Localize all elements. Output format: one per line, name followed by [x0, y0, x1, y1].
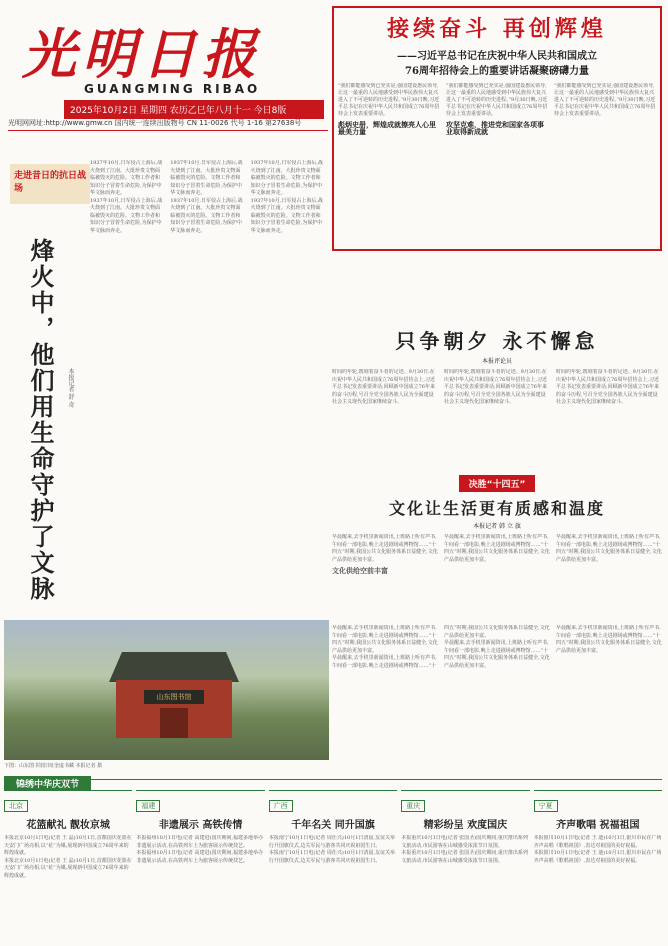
culture-para: 早晨醒来,去手机里新闻资讯,上班路上听有声书,午间看一部电影,晚上走进剧场或博物馆……“十四五”时期,我国公共文化服务体系日益健全,文化产品供给更加丰富。 [332, 534, 438, 563]
feature-headline[interactable]: 烽火中，他们用生命守护了文脉 [26, 238, 55, 602]
region-body: 本报重庆10月1日电(记者 张国圣)国庆期间,重庆推出系列文旅活动,市民游客在山城感受浓浓节日氛围。 [401, 850, 528, 864]
feature-body [90, 160, 325, 616]
region-tag: 北京 [4, 800, 28, 812]
region-body: 本报南宁10月1日电(记者 周仕兴)10月1日清晨,友谊关举行升国旗仪式,边关军民与游客共同庆祝祖国生日。 [268, 850, 395, 864]
region-body: 本报银川10月1日电(记者 王 迪)10月1日,银川市民在广场齐声高唱《歌唱祖国》,表达对祖国的美好祝福。 [533, 850, 662, 864]
culture-para: 早晨醒来,去手机里新闻资讯,上班路上听有声书,午间看一部电影,晚上走进剧场或博物馆……“十四五”时期,我国公共文化服务体系日益健全,文化产品供给更加丰富。 [444, 640, 550, 669]
feature-body-para: 1937年10月,日军侵占上海后,战火烧到了江南。大批珍贵文物面临被毁灭的危险。文物工作者和知识分子冒着生命危险,为保护中华文脉而奔走。 [250, 197, 323, 234]
region-tag: 重庆 [401, 800, 425, 812]
commentary-byline: 本报评论员 [481, 358, 512, 365]
feature-body-para: 1937年10月,日军侵占上海后,战火烧到了江南。大批珍贵文物面临被毁灭的危险。文物工作者和知识分子冒着生命危险,为保护中华文脉而奔走。 [170, 197, 243, 234]
publication-info: 光明网网址:http://www.gmw.cn 国内统一连续出版物号 CN 11-0026 代号 1-16 第27638号 [8, 116, 328, 131]
culture-continued [332, 625, 662, 765]
commentary-para: 时间的年轮,镌刻着奋斗者的足迹。9月30日,在庆祝中华人民共和国成立76周年招待会上,习近平总书记发表重要讲话,回顾新中国成立76年来的奋斗历程,号召全党全国各族人民为全面建设社会主义现代化国家继续奋斗。 [332, 369, 435, 405]
photo-caption: 下图：山东图书馆旧址奎虚书藏 本报记者 摄 [4, 763, 103, 769]
holiday-section-label: 锦绣中华庆双节 [4, 776, 91, 791]
region-beijing[interactable] [4, 790, 132, 942]
region-guangxi[interactable] [269, 790, 397, 942]
culture-subheading: 文化供给空前丰富 [332, 566, 388, 575]
region-headline[interactable]: 齐声歌唱 祝福祖国 [556, 820, 640, 831]
masthead [4, 4, 324, 156]
region-body: 本报北京10月1日电(记者 王 晶)10月1日,首都国庆花篮在天安门广场亮相,以“花”为媒,展现新中国成立76周年来的辉煌成就。 [4, 857, 132, 879]
gate-roof [109, 652, 239, 682]
commentary-body [332, 369, 662, 465]
region-body: 本报银川10月1日电(记者 王 迪)10月1日,银川市民在广场齐声高唱《歌唱祖国》,表达对祖国的美好祝福。 [533, 835, 662, 849]
lead-section-heading-2: 攻坚克难，推进党和国家各项事业取得新成就 [446, 120, 544, 136]
region-body: 本报重庆10月1日电(记者 张国圣)国庆期间,重庆推出系列文旅活动,市民游客在山城感受浓浓节日氛围。 [401, 835, 528, 849]
region-ningxia[interactable] [534, 790, 662, 942]
region-chongqing[interactable] [401, 790, 529, 942]
commentary-para: 时间的年轮,镌刻着奋斗者的足迹。9月30日,在庆祝中华人民共和国成立76周年招待会上,习近平总书记发表重要讲话,回顾新中国成立76年来的奋斗历程,号召全党全国各族人民为全面建设社会主义现代化国家继续奋斗。 [556, 369, 659, 405]
culture-para: 早晨醒来,去手机里新闻资讯,上班路上听有声书,午间看一部电影,晚上走进剧场或博物馆……“十四五”时期,我国公共文化服务体系日益健全,文化产品供给更加丰富。 [556, 625, 662, 654]
region-tag: 宁夏 [534, 800, 558, 812]
lead-body-text-2: “我们都能感受到已充实是,强国建设惠民领导,让这一最重的人民地感受到中华民族伟大复兴进入了不可逆转的历史进程。”9月30日晚,习近平总书记在庆祝中华人民共和国成立76周年招待会上发表重要讲话。 [446, 83, 548, 117]
feature-story[interactable] [4, 158, 329, 620]
series-badge: 走进昔日的抗日战场 [10, 164, 90, 204]
gate-building [116, 680, 232, 738]
region-headline[interactable]: 精彩纷呈 欢度国庆 [423, 820, 508, 831]
culture-para: 早晨醒来,去手机里新闻资讯,上班路上听有声书,午间看一部电影,晚上走进剧场或博物馆……“十四五”时期,我国公共文化服务体系日益健全,文化产品供给更加丰富。 [444, 534, 550, 563]
lead-body-text-3: “我们都能感受到已充实是,强国建设惠民领导,让这一最重的人民地感受到中华民族伟大复兴进入了不可逆转的历史进程。”9月30日晚,习近平总书记在庆祝中华人民共和国成立76周年招待会上发表重要讲话。 [554, 83, 656, 117]
lead-body [338, 83, 656, 253]
lead-body-text: “我们都能感受到已充实是,强国建设惠民领导,让这一最重的人民地感受到中华民族伟大复兴进入了不可逆转的历史进程。”9月30日晚,习近平总书记在庆祝中华人民共和国成立76周年招待会上发表重要讲话。 [338, 83, 440, 117]
region-headline[interactable]: 千年名关 同升国旗 [291, 820, 375, 831]
region-headline[interactable]: 花篮献礼 靓妆京城 [26, 820, 110, 831]
gate-door [160, 708, 188, 738]
region-body: 本报北京10月1日电(记者 王 晶)10月1日,首都国庆花篮在天安门广场亮相,以“花”为媒,展现新中国成立76周年来的辉煌成就。 [4, 835, 132, 856]
region-body: 本报福州10月1日电(记者 高建进)国庆期间,福建多地举办非遗展示活动,在高铁列车上为旅客展示传统技艺。 [136, 850, 264, 864]
section-ribbon: 决胜“十四五” [459, 475, 536, 492]
commentary-article[interactable] [332, 325, 662, 463]
feature-byline: 本报记者 舒 奇 [67, 368, 74, 408]
region-body: 本报福州10月1日电(记者 高建进)国庆期间,福建多地举办非遗展示活动,在高铁列车上为旅客展示传统技艺。 [136, 835, 264, 849]
region-headline[interactable]: 非遗展示 高铁传情 [158, 820, 243, 831]
lead-headline[interactable]: 接续奋斗 再创辉煌 [387, 17, 607, 42]
feature-body-para: 1937年10月,日军侵占上海后,战火烧到了江南。大批珍贵文物面临被毁灭的危险。文物工作者和知识分子冒着生命危险,为保护中华文脉而奔走。 [170, 160, 243, 196]
commentary-headline[interactable]: 只争朝夕 永不懈怠 [395, 329, 599, 353]
region-tag: 福建 [136, 800, 160, 812]
lead-section-heading-1: 彪炳史册，辉煌成就擦亮人心里最美力量 [338, 120, 436, 136]
pinyin-title: GUANGMING RIBAO [84, 82, 261, 96]
culture-para: 早晨醒来,去手机里新闻资讯,上班路上听有声书,午间看一部电影,晚上走进剧场或博物馆……“十四五”时期,我国公共文化服务体系日益健全,文化产品供给更加丰富。 [332, 625, 438, 654]
culture-para: 早晨醒来,去手机里新闻资讯,上班路上听有声书,午间看一部电影,晚上走进剧场或博物馆……“十四五”时期,我国公共文化服务体系日益健全,文化产品供给更加丰富。 [332, 625, 550, 669]
region-fujian[interactable] [136, 790, 264, 942]
issue-date: 2025年10月2日 星期四 农历乙巳年八月十一 今日8版 [64, 100, 324, 119]
lead-subtitle-2: 76周年招待会上的重要讲话凝聚磅礴力量 [405, 66, 589, 77]
lead-subtitle-1: ——习近平总书记在庆祝中华人民共和国成立 [397, 51, 597, 62]
newspaper-logo[interactable]: 光明日报 [22, 22, 262, 86]
library-photo[interactable] [4, 620, 329, 760]
gate-plaque: 山东图书馆 [144, 690, 204, 704]
culture-para: 早晨醒来,去手机里新闻资讯,上班路上听有声书,午间看一部电影,晚上走进剧场或博物馆……“十四五”时期,我国公共文化服务体系日益健全,文化产品供给更加丰富。 [556, 534, 662, 563]
holiday-section-bar [4, 772, 662, 790]
commentary-para: 时间的年轮,镌刻着奋斗者的足迹。9月30日,在庆祝中华人民共和国成立76周年招待会上,习近平总书记发表重要讲话,回顾新中国成立76年来的奋斗历程,号召全党全国各族人民为全面建设社会主义现代化国家继续奋斗。 [444, 369, 547, 405]
feature-body-para: 1937年10月,日军侵占上海后,战火烧到了江南。大批珍贵文物面临被毁灭的危险。文物工作者和知识分子冒着生命危险,为保护中华文脉而奔走。 [250, 160, 323, 196]
regional-news [4, 790, 662, 942]
culture-byline: 本报记者 韩 立 旗 [473, 523, 521, 530]
culture-headline[interactable]: 文化让生活更有质感和温度 [388, 499, 605, 518]
region-body: 本报南宁10月1日电(记者 周仕兴)10月1日清晨,友谊关举行升国旗仪式,边关军民与游客共同庆祝祖国生日。 [268, 835, 395, 849]
feature-body-para: 1937年10月,日军侵占上海后,战火烧到了江南。大批珍贵文物面临被毁灭的危险。文物工作者和知识分子冒着生命危险,为保护中华文脉而奔走。 [90, 197, 163, 234]
region-tag: 广西 [269, 800, 293, 812]
feature-body-para: 1937年10月,日军侵占上海后,战火烧到了江南。大批珍贵文物面临被毁灭的危险。文物工作者和知识分子冒着生命危险,为保护中华文脉而奔走。 [90, 160, 163, 196]
culture-article[interactable] [332, 472, 662, 620]
lead-article[interactable] [332, 6, 662, 251]
